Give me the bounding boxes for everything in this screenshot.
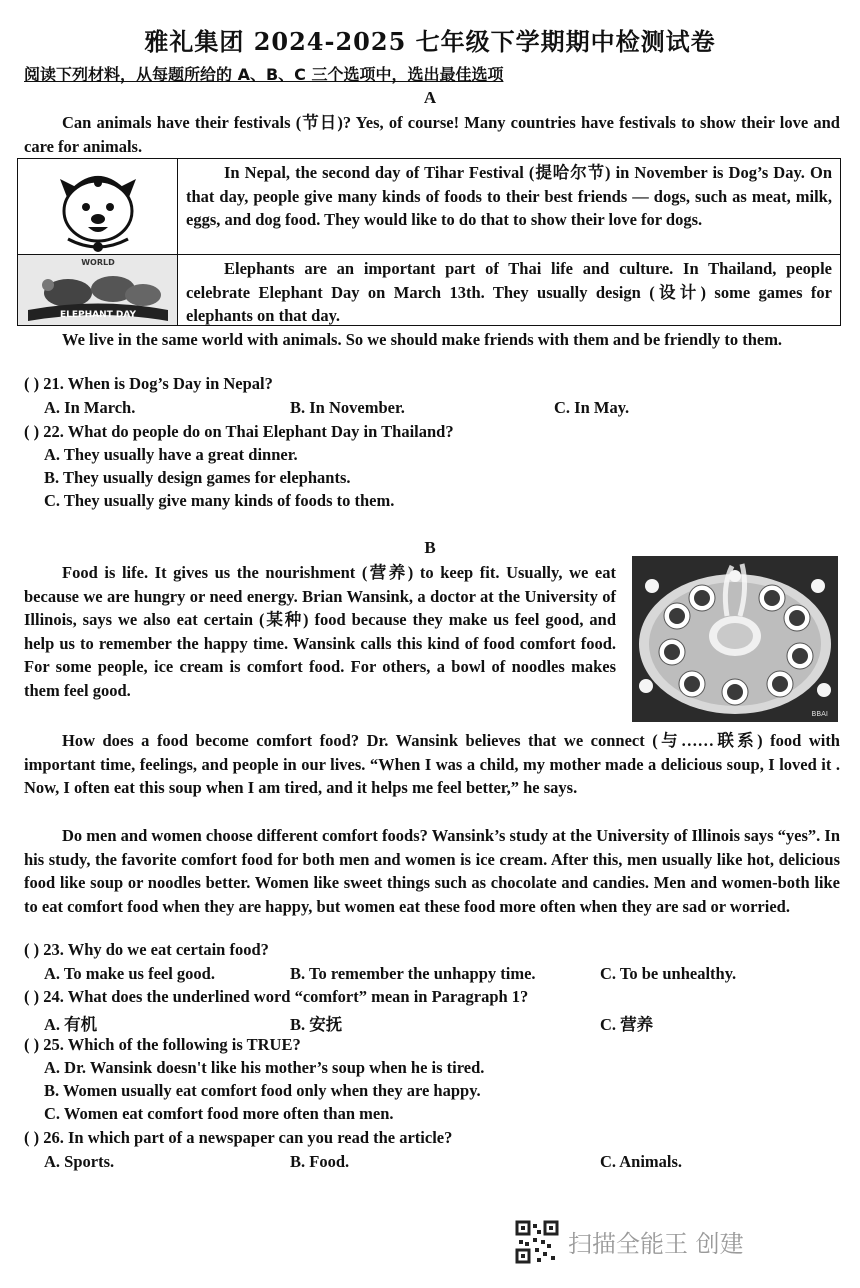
q22-option-b: B. They usually design games for elephants. xyxy=(44,468,351,487)
question-21: ( ) 21. When is Dog’s Day in Nepal? xyxy=(24,374,273,393)
q25-option-c: C. Women eat comfort food more often than men. xyxy=(44,1104,394,1123)
qr-code-icon xyxy=(515,1220,559,1264)
dog-day-text: In Nepal, the second day of Tihar Festival (提哈尔节) in November is Dog’s Day. On that day, people give many kinds of foods to their best friends — dogs, such as meat, milk, eggs, and dog food. They would like to do that to show their love for dogs. xyxy=(186,163,832,229)
elephant-image-heading: WORLD xyxy=(81,258,115,267)
q21-option-b: B. In November. xyxy=(290,398,405,417)
elephant-day-text: Elephants are an important part of Thai life and culture. In Thailand, people celebrate Elephant Day on March 13th. They usually design (设计) some games for elephants on that day. xyxy=(186,259,832,325)
elephant-image-banner: ELEPHANT DAY xyxy=(59,310,137,320)
q23-option-c: C. To be unhealthy. xyxy=(600,964,737,983)
q23-option-b: B. To remember the unhappy time. xyxy=(290,964,536,983)
q25-option-a: A. Dr. Wansink doesn't like his mother’s soup when he is tired. xyxy=(44,1058,485,1077)
q26-option-a: A. Sports. xyxy=(44,1152,115,1171)
photo-watermark: BBAI xyxy=(811,710,828,718)
q21-option-a: A. In March. xyxy=(44,398,136,417)
section-b-letter: B xyxy=(424,538,436,557)
scanner-watermark: 扫描全能王 创建 xyxy=(568,1230,744,1258)
q26-option-c: C. Animals. xyxy=(600,1152,683,1171)
question-25: ( ) 25. Which of the following is TRUE? xyxy=(24,1035,301,1054)
food-table-photo xyxy=(632,556,838,722)
question-22: ( ) 22. What do people do on Thai Elephant Day in Thailand? xyxy=(24,422,454,441)
q22-option-a: A. They usually have a great dinner. xyxy=(44,445,298,464)
section-a-intro: Can animals have their festivals (节日)? Yes, of course! Many countries have festivals to show their love and care for animals. xyxy=(24,113,840,156)
q22-option-c: C. They usually give many kinds of foods to them. xyxy=(44,491,395,510)
question-26: ( ) 26. In which part of a newspaper can you read the article? xyxy=(24,1128,453,1147)
q21-option-c: C. In May. xyxy=(554,398,630,417)
table-row-elephant xyxy=(18,255,840,325)
q23-option-a: A. To make us feel good. xyxy=(44,964,215,983)
q24-option-b: B. 安抚 xyxy=(290,1015,343,1034)
elephant-image xyxy=(18,255,178,325)
section-a-outro: We live in the same world with animals. So we should make friends with them and be friendly to them. xyxy=(62,330,783,349)
section-b-paragraph-1: Food is life. It gives us the nourishment (营养) to keep fit. Usually, we eat because we are hungry or need energy. Brian Wansink, a doctor at the University of Illinois, says we also eat certain (某种) food because they make us feel good, and help us to remember the happy time. Wansink calls this kind of food comfort food. For some people, ice cream is comfort food. For others, a bowl of noodles makes them feel good. xyxy=(24,563,616,700)
q25-option-b: B. Women usually eat comfort food only when they are happy. xyxy=(44,1081,481,1100)
instruction: 阅读下列材料，从每题所给的 A、B、C 三个选项中，选出最佳选项 xyxy=(24,65,504,84)
dog-image xyxy=(18,159,178,254)
festival-table xyxy=(17,158,841,326)
table-row-dog xyxy=(18,159,840,255)
question-23: ( ) 23. Why do we eat certain food? xyxy=(24,940,269,959)
q26-option-b: B. Food. xyxy=(290,1152,350,1171)
section-b-paragraph-3: Do men and women choose different comfort foods? Wansink’s study at the University of Illinois says “yes”. In his study, the favorite comfort food for both men and women is ice cream. After this, men usually like hot, delicious food like soup or noodles better. Women like sweet things such as chocolate and candies. Men and women-both like to eat comfort food when they are happy, but women eat these food more often when they are sad or worried. xyxy=(24,826,840,916)
q24-option-a: A. 有机 xyxy=(44,1015,98,1034)
q24-option-c: C. 营养 xyxy=(600,1015,654,1034)
section-b-paragraph-2: How does a food become comfort food? Dr. Wansink believes that we connect (与……联系) food with important time, feelings, and people in our lives. “When I was a child, my mother made a delicious soup, I loved it . Now, I often eat this soup when I am tired, and it helps me feel better,” he says. xyxy=(24,731,840,797)
question-24: ( ) 24. What does the underlined word “comfort” mean in Paragraph 1? xyxy=(24,987,529,1006)
page-title: 雅礼集团 2024-2025 七年级下学期期中检测试卷 xyxy=(144,27,716,56)
section-a-letter: A xyxy=(423,88,437,107)
